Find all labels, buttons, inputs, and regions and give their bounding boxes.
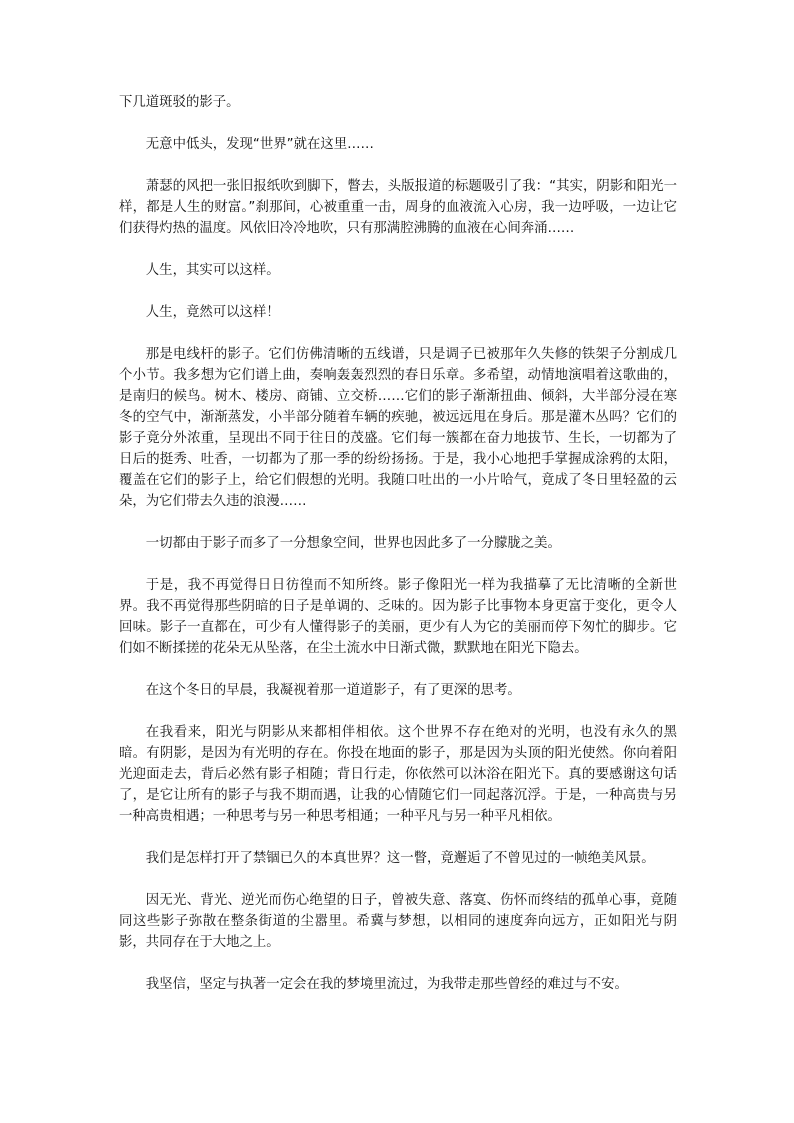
paragraph: 人生，竟然可以这样！ xyxy=(145,305,280,320)
paragraph: 那是电线杆的影子。它们仿佛清晰的五线谱，只是调子已被那年久失修的铁架子分割成几个小节。我多想为它们谱上曲，奏响轰轰烈烈的春日乐章。多希望，动情地演唱着这歌曲的，是南归的候鸟。树木、楼房、商铺、立交桥……它们的影子渐渐扭曲、倾斜，大半部分浸在寒冬的空气中，渐渐蒸发，小半部分随着车辆的疾驰，被远远甩在身后。那是灌木丛吗？它们的影子竟分外浓重，呈现出不同于往日的茂盛。它们每一簇都在奋力地拔节、生长，一切都为了日后的挺秀、吐香，一切都为了那一季的纷纷扬扬。于是，我小心地把手掌握成涂鸦的太阳，覆盖在它们的影子上，给它们假想的光明。我随口吐出的一小片哈气，竟成了冬日里轻盈的云朵，为它们带去久违的浪漫…… xyxy=(119,347,677,509)
paragraph: 下几道斑驳的影子。 xyxy=(119,95,240,110)
paragraph: 萧瑟的风把一张旧报纸吹到脚下，瞥去，头版报道的标题吸引了我：“其实，阴影和阳光一样，都是人生的财富。”刹那间，心被重重一击，周身的血液流入心房，我一边呼吸，一边让它们获得灼热的温度。风依旧冷冷地吹，只有那满腔沸腾的血液在心间奔涌…… xyxy=(119,179,677,236)
paragraph: 在这个冬日的早晨，我凝视着那一道道影子，有了更深的思考。 xyxy=(145,683,521,698)
paragraph: 于是，我不再觉得日日彷徨而不知所终。影子像阳光一样为我描摹了无比清晰的全新世界。我不再觉得那些阴暗的日子是单调的、乏味的。因为影子比事物本身更富于变化，更令人回味。影子一直都在，可少有人懂得影子的美丽，更少有人为它的美丽而停下匆忙的脚步。它们如不断揉搓的花朵无从坠落，在尘土流水中日渐式微，默默地在阳光下隐去。 xyxy=(119,578,677,656)
paragraph: 我坚信，坚定与执著一定会在我的梦境里流过，为我带走那些曾经的难过与不安。 xyxy=(145,977,628,992)
paragraph: 一切都由于影子而多了一分想象空间，世界也因此多了一分朦胧之美。 xyxy=(145,536,561,551)
paragraph: 人生，其实可以这样。 xyxy=(145,263,280,278)
paragraph: 在我看来，阳光与阴影从来都相伴相依。这个世界不存在绝对的光明，也没有永久的黑暗。有阴影，是因为有光明的存在。你投在地面的影子，那是因为头顶的阳光使然。你向着阳光迎面走去，背后必然有影子相随；背日行走，你依然可以沐浴在阳光下。真的要感谢这句话了，是它让所有的影子与我不期而遇，让我的心情随它们一同起落沉浮。于是，一种高贵与另一种高贵相遇；一种思考与另一种思考相通；一种平凡与另一种平凡相依。 xyxy=(119,725,677,824)
paragraph: 我们是怎样打开了禁锢已久的本真世界？这一瞥，竟邂逅了不曾见过的一帧绝美风景。 xyxy=(145,851,655,866)
paragraph: 因无光、背光、逆光而伤心绝望的日子，曾被失意、落寞、伤怀而终结的孤单心事，竟随同这些影子弥散在整条街道的尘嚣里。希冀与梦想，以相同的速度奔向远方，正如阳光与阴影，共同存在于大地之上。 xyxy=(119,893,677,950)
article-body xyxy=(119,92,677,1016)
paragraph: 无意中低头，发现“世界”就在这里…… xyxy=(145,137,374,152)
